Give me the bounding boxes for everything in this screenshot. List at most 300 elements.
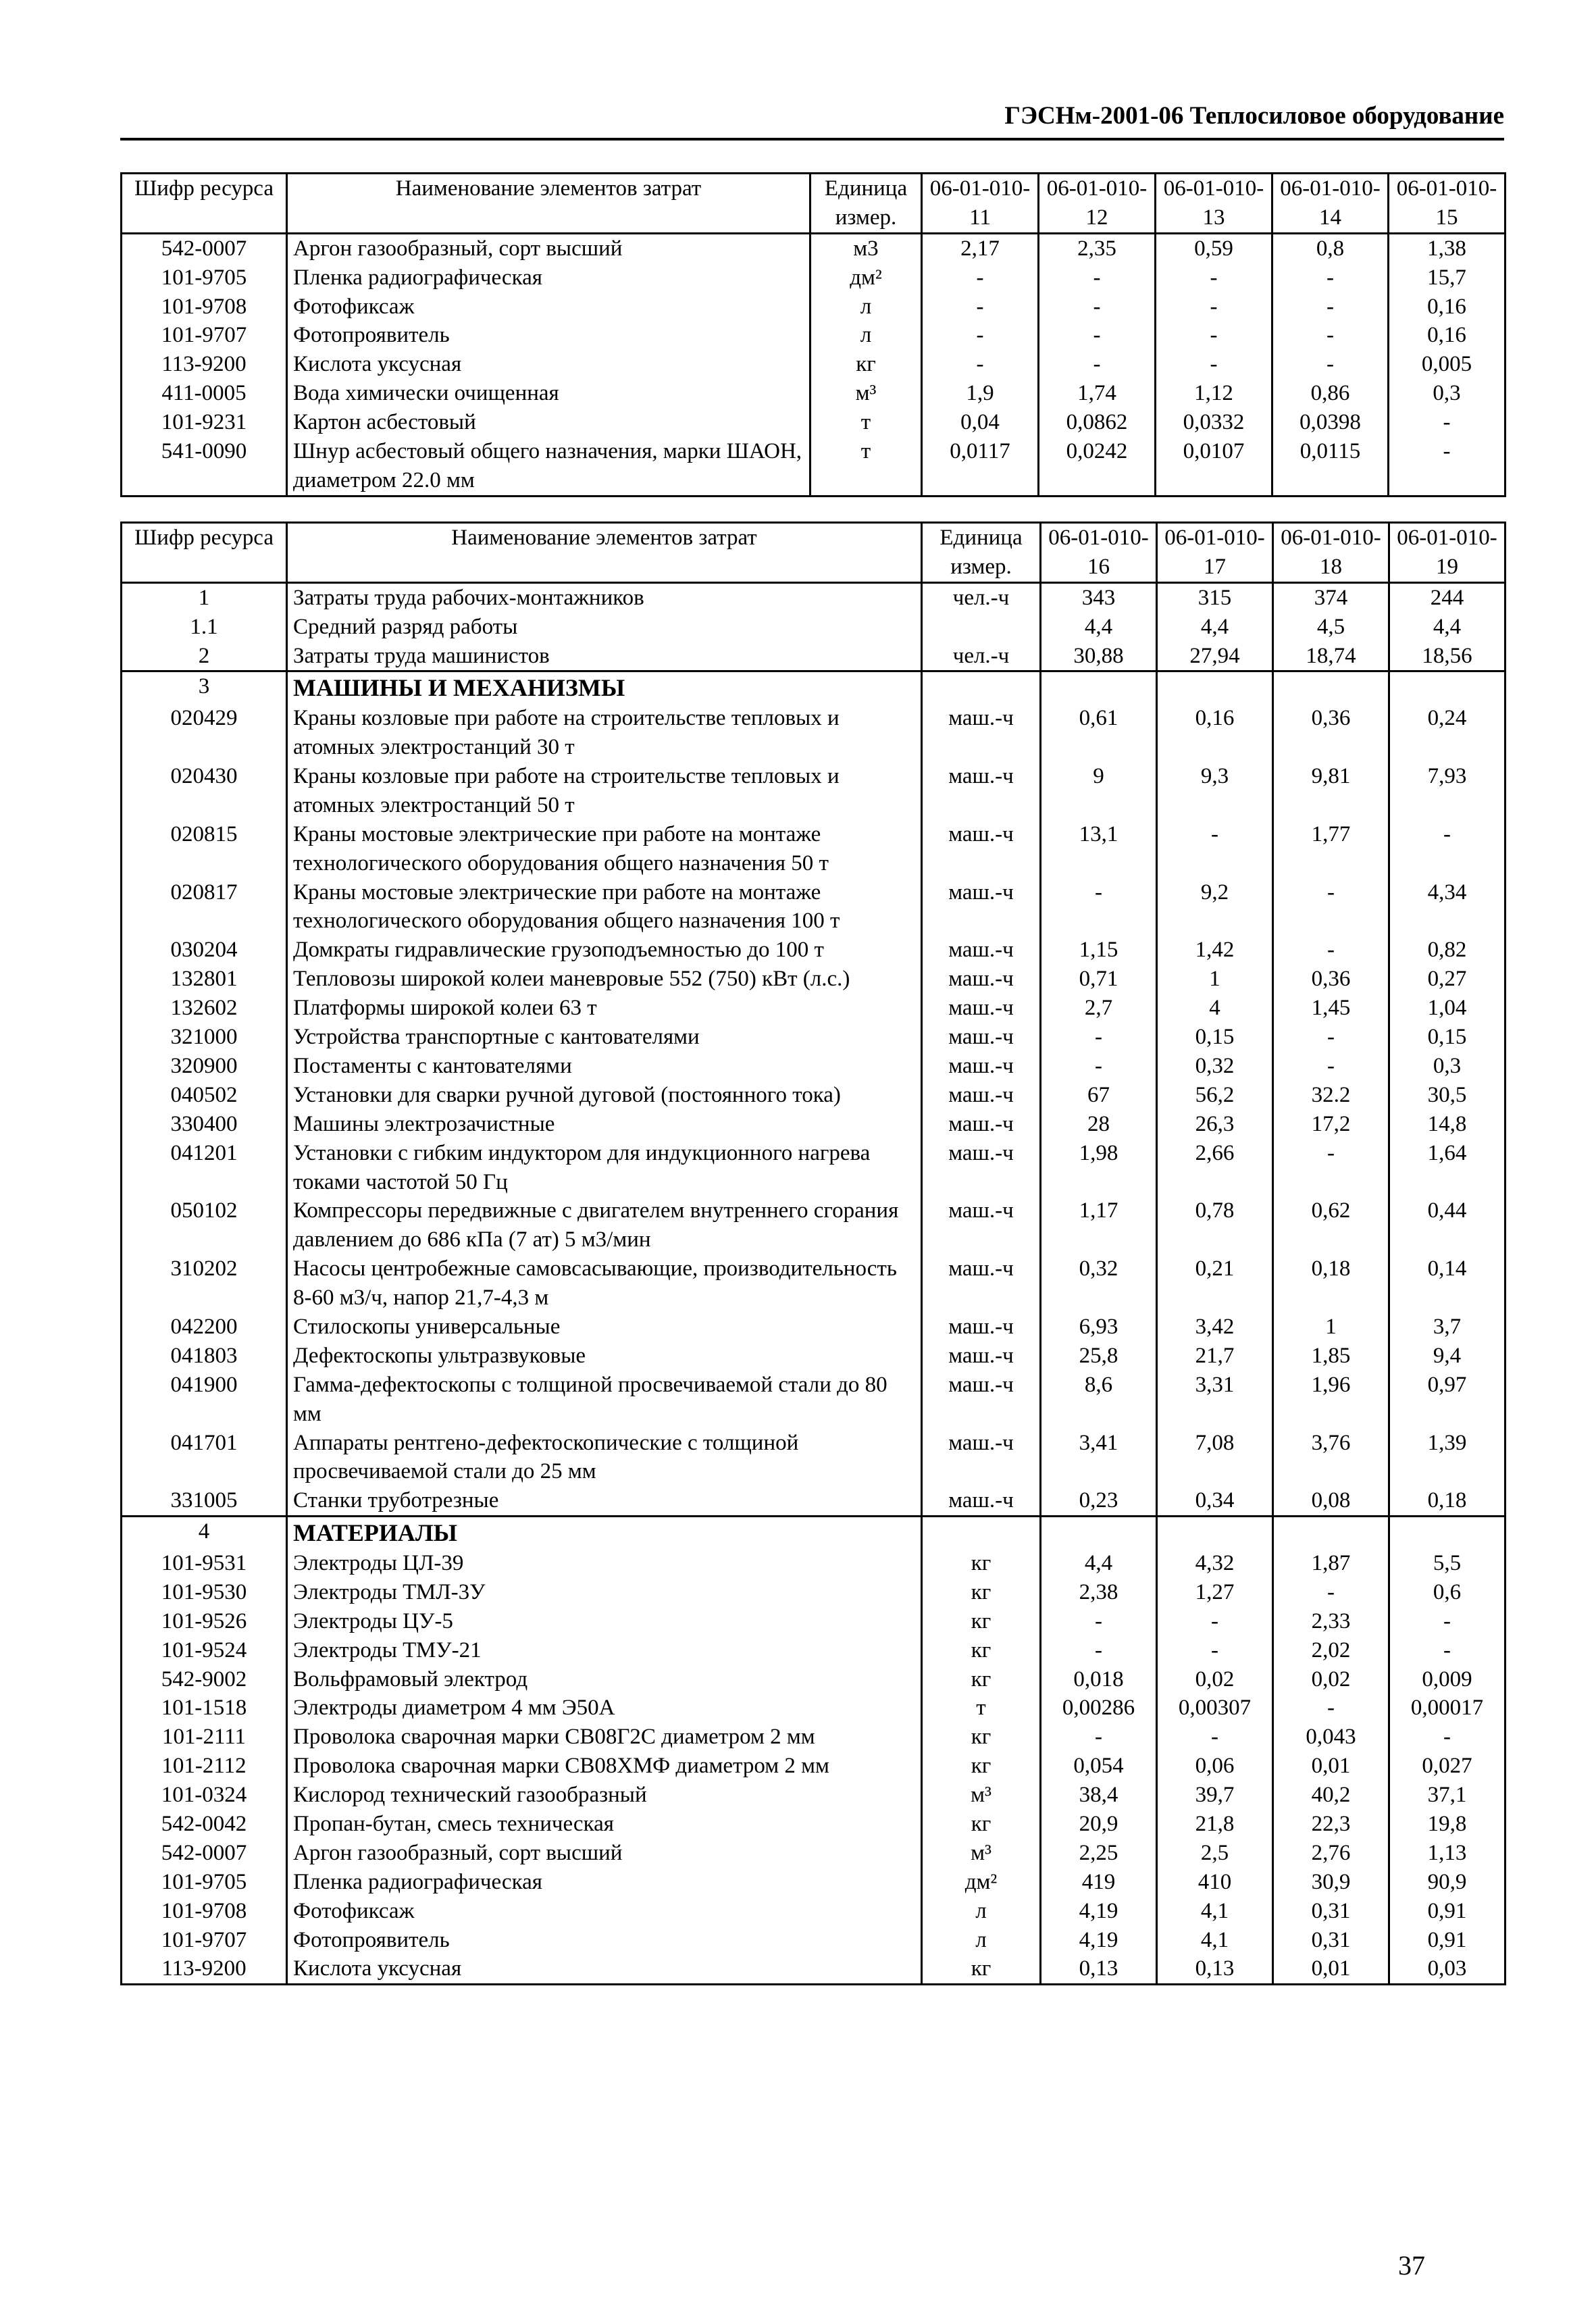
header-norm: 06-01-010-17 — [1157, 523, 1273, 583]
norm-value: 0,18 — [1389, 1486, 1505, 1516]
resource-code: 320900 — [122, 1052, 287, 1081]
unit-of-measure: маш.-ч — [922, 1196, 1041, 1254]
header-norm: 06-01-010-11 — [922, 174, 1039, 234]
norm-value: 1,17 — [1041, 1196, 1157, 1254]
norm-value: 28 — [1041, 1110, 1157, 1139]
table-row — [122, 437, 1505, 496]
norm-value: 0,13 — [1041, 1954, 1157, 1984]
resource-code: 542-0007 — [122, 1839, 287, 1868]
norm-value: 0,36 — [1273, 965, 1389, 994]
unit-of-measure: л — [810, 321, 922, 350]
norm-value: 1,04 — [1389, 994, 1505, 1023]
table-row — [122, 704, 1505, 762]
table-row — [122, 379, 1505, 408]
norm-value: 0,0862 — [1039, 408, 1156, 437]
table-row — [122, 1954, 1505, 1984]
norm-value: - — [1039, 321, 1156, 350]
unit-of-measure: л — [922, 1897, 1041, 1926]
unit-of-measure: кг — [922, 1549, 1041, 1578]
resource-code: 321000 — [122, 1023, 287, 1052]
header-code: Шифр ресурса — [122, 523, 287, 583]
norm-value: 0,15 — [1157, 1023, 1273, 1052]
table-row — [122, 1371, 1505, 1429]
norm-value: - — [922, 293, 1039, 322]
norm-value: - — [1273, 1052, 1389, 1081]
table-row — [122, 1254, 1505, 1313]
table-row — [122, 1810, 1505, 1839]
norm-value: 0,043 — [1273, 1723, 1389, 1752]
unit-of-measure: маш.-ч — [922, 1429, 1041, 1487]
header-code: Шифр ресурса — [122, 174, 287, 234]
table-row — [122, 1429, 1505, 1487]
norm-value: 2,38 — [1041, 1578, 1157, 1607]
cost-element-name: Шнур асбестовый общего назначения, марки ШАОН, диаметром 22.0 мм — [287, 437, 810, 496]
table-row — [122, 1110, 1505, 1139]
norm-value: 17,2 — [1273, 1110, 1389, 1139]
table-row — [122, 878, 1505, 936]
norm-value: 0,6 — [1389, 1578, 1505, 1607]
cost-element-name: Устройства транспортные с кантователями — [287, 1023, 922, 1052]
norm-value: 0,0115 — [1272, 437, 1389, 496]
unit-of-measure: кг — [922, 1723, 1041, 1752]
cost-element-name: Электроды диаметром 4 мм Э50А — [287, 1694, 922, 1723]
norm-value: 2,33 — [1273, 1607, 1389, 1636]
norm-value — [1157, 671, 1273, 704]
norm-value: 0,32 — [1041, 1254, 1157, 1313]
norm-value: 374 — [1273, 582, 1389, 612]
resource-code: 101-1518 — [122, 1694, 287, 1723]
norm-value: - — [1041, 878, 1157, 936]
norm-value: - — [1157, 1607, 1273, 1636]
unit-of-measure: л — [922, 1926, 1041, 1955]
norm-value: 3,31 — [1157, 1371, 1273, 1429]
table-row — [122, 762, 1505, 820]
norm-value: 1,13 — [1389, 1839, 1505, 1868]
cost-element-name: Вода химически очищенная — [287, 379, 810, 408]
resource-code: 101-9531 — [122, 1549, 287, 1578]
resource-code: 101-9526 — [122, 1607, 287, 1636]
norm-value: 90,9 — [1389, 1868, 1505, 1897]
cost-element-name: Кислота уксусная — [287, 1954, 922, 1984]
cost-element-name: Аппараты рентгено-дефектоскопические с толщиной просвечиваемой стали до 25 мм — [287, 1429, 922, 1487]
header-unit: Единица измер. — [810, 174, 922, 234]
norm-value: 244 — [1389, 582, 1505, 612]
norm-value: 0,59 — [1156, 233, 1272, 263]
table-row — [122, 820, 1505, 878]
resource-code: 041201 — [122, 1139, 287, 1197]
unit-of-measure: дм² — [810, 263, 922, 293]
unit-of-measure: маш.-ч — [922, 878, 1041, 936]
cost-element-name: Затраты труда машинистов — [287, 642, 922, 671]
norm-value: - — [1273, 1694, 1389, 1723]
norm-value: 9,4 — [1389, 1342, 1505, 1371]
table-row — [122, 293, 1505, 322]
resource-code: 101-9708 — [122, 1897, 287, 1926]
norm-value: 2,02 — [1273, 1636, 1389, 1665]
unit-of-measure: м3 — [810, 233, 922, 263]
norm-value: 0,00017 — [1389, 1694, 1505, 1723]
unit-of-measure: кг — [922, 1665, 1041, 1694]
norm-value: 0,0398 — [1272, 408, 1389, 437]
norm-value: 343 — [1041, 582, 1157, 612]
header-norm: 06-01-010-13 — [1156, 174, 1272, 234]
norm-value: 3,42 — [1157, 1313, 1273, 1342]
unit-of-measure: маш.-ч — [922, 1254, 1041, 1313]
cost-element-name: Электроды ЦУ-5 — [287, 1607, 922, 1636]
table-row — [122, 582, 1505, 612]
resource-code: 041803 — [122, 1342, 287, 1371]
unit-of-measure: т — [810, 437, 922, 496]
cost-element-name: Стилоскопы универсальные — [287, 1313, 922, 1342]
norm-value: 30,5 — [1389, 1081, 1505, 1110]
unit-of-measure: м³ — [922, 1781, 1041, 1810]
table-row — [122, 1839, 1505, 1868]
unit-of-measure: дм² — [922, 1868, 1041, 1897]
cost-element-name: Гамма-дефектоскопы с толщиной просвечиваемой стали до 80 мм — [287, 1371, 922, 1429]
norm-value: 0,009 — [1389, 1665, 1505, 1694]
resource-code: 020817 — [122, 878, 287, 936]
resource-code: 132801 — [122, 965, 287, 994]
norm-value: 6,93 — [1041, 1313, 1157, 1342]
norm-value: 419 — [1041, 1868, 1157, 1897]
resource-code: 101-2112 — [122, 1752, 287, 1781]
norm-value: 0,62 — [1273, 1196, 1389, 1254]
page-header-title: ГЭСНм-2001-06 Теплосиловое оборудование — [1004, 102, 1504, 130]
resource-code: 020429 — [122, 704, 287, 762]
norm-value: - — [1272, 263, 1389, 293]
cost-element-name: МАШИНЫ И МЕХАНИЗМЫ — [287, 671, 922, 704]
norm-value: 4,4 — [1041, 613, 1157, 642]
norm-value: 39,7 — [1157, 1781, 1273, 1810]
norm-value: 0,44 — [1389, 1196, 1505, 1254]
norm-value — [1389, 1517, 1505, 1549]
norm-value: 0,15 — [1389, 1023, 1505, 1052]
norm-value: 30,9 — [1273, 1868, 1389, 1897]
norm-value: 4,1 — [1157, 1926, 1273, 1955]
norm-value: 410 — [1157, 1868, 1273, 1897]
norm-value: - — [1039, 350, 1156, 379]
unit-of-measure: маш.-ч — [922, 1371, 1041, 1429]
table-row — [122, 1636, 1505, 1665]
unit-of-measure: маш.-ч — [922, 965, 1041, 994]
norm-value: - — [1389, 1723, 1505, 1752]
norm-value: - — [1273, 1023, 1389, 1052]
norm-value — [1157, 1517, 1273, 1549]
norm-value: 0,0117 — [922, 437, 1039, 496]
norm-value: 0,36 — [1273, 704, 1389, 762]
resource-code: 101-2111 — [122, 1723, 287, 1752]
resource-code: 020815 — [122, 820, 287, 878]
norm-value: 9,2 — [1157, 878, 1273, 936]
norm-value: - — [1273, 1139, 1389, 1197]
resource-code: 101-9705 — [122, 1868, 287, 1897]
unit-of-measure: маш.-ч — [922, 820, 1041, 878]
cost-element-name: Пленка радиографическая — [287, 1868, 922, 1897]
header-name: Наименование элементов затрат — [287, 523, 922, 583]
resource-code: 113-9200 — [122, 1954, 287, 1984]
unit-of-measure: кг — [922, 1607, 1041, 1636]
norm-value: 0,06 — [1157, 1752, 1273, 1781]
norm-value: 18,74 — [1273, 642, 1389, 671]
norm-value: 2,35 — [1039, 233, 1156, 263]
norm-value — [1041, 671, 1157, 704]
norm-value: 1 — [1157, 965, 1273, 994]
unit-of-measure: м³ — [810, 379, 922, 408]
norm-value — [1041, 1517, 1157, 1549]
unit-of-measure: кг — [922, 1636, 1041, 1665]
section-row — [122, 1517, 1505, 1549]
norm-value: 0,03 — [1389, 1954, 1505, 1984]
unit-of-measure: маш.-ч — [922, 1081, 1041, 1110]
resource-code: 1.1 — [122, 613, 287, 642]
norm-value: - — [1039, 293, 1156, 322]
norm-value: 2,66 — [1157, 1139, 1273, 1197]
norm-value: - — [1273, 1578, 1389, 1607]
norm-value: 0,18 — [1273, 1254, 1389, 1313]
resource-code: 101-9708 — [122, 293, 287, 322]
norm-value: 1,85 — [1273, 1342, 1389, 1371]
norm-value: 1,64 — [1389, 1139, 1505, 1197]
resource-table-1 — [120, 172, 1506, 497]
resource-table-2 — [120, 522, 1506, 1985]
table-row — [122, 1342, 1505, 1371]
norm-value: 21,7 — [1157, 1342, 1273, 1371]
table-row — [122, 613, 1505, 642]
table-row — [122, 1196, 1505, 1254]
header-norm: 06-01-010-12 — [1039, 174, 1156, 234]
table-row — [122, 1781, 1505, 1810]
norm-value: - — [1273, 878, 1389, 936]
unit-of-measure: чел.-ч — [922, 642, 1041, 671]
norm-value: - — [1389, 1636, 1505, 1665]
table1-body — [122, 233, 1505, 496]
cost-element-name: Электроды ТМУ-21 — [287, 1636, 922, 1665]
cost-element-name: Проволока сварочная марки СВ08ХМФ диаметром 2 мм — [287, 1752, 922, 1781]
cost-element-name: Проволока сварочная марки СВ08Г2С диаметром 2 мм — [287, 1723, 922, 1752]
norm-value: 4,4 — [1041, 1549, 1157, 1578]
norm-value: 0,16 — [1389, 293, 1505, 322]
norm-value: - — [1157, 1723, 1273, 1752]
unit-of-measure: кг — [810, 350, 922, 379]
norm-value: 2,5 — [1157, 1839, 1273, 1868]
table2-body — [122, 582, 1505, 1985]
norm-value: 0,027 — [1389, 1752, 1505, 1781]
table-row — [122, 1023, 1505, 1052]
norm-value: 0,21 — [1157, 1254, 1273, 1313]
unit-of-measure: маш.-ч — [922, 1110, 1041, 1139]
norm-value: 0,01 — [1273, 1954, 1389, 1984]
norm-value — [1389, 671, 1505, 704]
norm-value: 9,3 — [1157, 762, 1273, 820]
unit-of-measure: маш.-ч — [922, 1023, 1041, 1052]
resource-code: 101-9231 — [122, 408, 287, 437]
cost-element-name: Картон асбестовый — [287, 408, 810, 437]
table-row — [122, 1313, 1505, 1342]
cost-element-name: Тепловозы широкой колеи маневровые 552 (750) кВт (л.с.) — [287, 965, 922, 994]
table-row — [122, 1578, 1505, 1607]
norm-value: 0,0107 — [1156, 437, 1272, 496]
norm-value: 0,14 — [1389, 1254, 1505, 1313]
cost-element-name: Электроды ТМЛ-3У — [287, 1578, 922, 1607]
cost-element-name: Кислород технический газообразный — [287, 1781, 922, 1810]
norm-value: 1 — [1273, 1313, 1389, 1342]
norm-value: - — [1156, 293, 1272, 322]
unit-of-measure — [922, 671, 1041, 704]
norm-value: 2,17 — [922, 233, 1039, 263]
norm-value: 0,3 — [1389, 1052, 1505, 1081]
norm-value: 26,3 — [1157, 1110, 1273, 1139]
norm-value: 38,4 — [1041, 1781, 1157, 1810]
norm-value: 0,00307 — [1157, 1694, 1273, 1723]
header-norm: 06-01-010-14 — [1272, 174, 1389, 234]
unit-of-measure: л — [810, 293, 922, 322]
cost-element-name: Краны мостовые электрические при работе на монтаже технологического оборудования общего назначения 50 т — [287, 820, 922, 878]
norm-value: - — [1389, 820, 1505, 878]
norm-value: 4,19 — [1041, 1926, 1157, 1955]
norm-value: - — [1157, 1636, 1273, 1665]
norm-value: 3,7 — [1389, 1313, 1505, 1342]
resource-code: 3 — [122, 671, 287, 704]
resource-code: 041701 — [122, 1429, 287, 1487]
norm-value: 32.2 — [1273, 1081, 1389, 1110]
norm-value: 1,96 — [1273, 1371, 1389, 1429]
table-row — [122, 936, 1505, 965]
norm-value: 3,76 — [1273, 1429, 1389, 1487]
norm-value: - — [1041, 1607, 1157, 1636]
header-unit: Единица измер. — [922, 523, 1041, 583]
resource-code: 040502 — [122, 1081, 287, 1110]
norm-value: 0,27 — [1389, 965, 1505, 994]
cost-element-name: Кислота уксусная — [287, 350, 810, 379]
norm-value: - — [1156, 263, 1272, 293]
norm-value: 0,00286 — [1041, 1694, 1157, 1723]
norm-value: 4,32 — [1157, 1549, 1273, 1578]
norm-value: - — [1156, 321, 1272, 350]
resource-code: 042200 — [122, 1313, 287, 1342]
norm-value: 13,1 — [1041, 820, 1157, 878]
norm-value: 15,7 — [1389, 263, 1505, 293]
norm-value: 7,08 — [1157, 1429, 1273, 1487]
section-row — [122, 671, 1505, 704]
norm-value: 8,6 — [1041, 1371, 1157, 1429]
norm-value: 0,32 — [1157, 1052, 1273, 1081]
cost-element-name: Краны козловые при работе на строительстве тепловых и атомных электростанций 30 т — [287, 704, 922, 762]
norm-value: - — [1272, 293, 1389, 322]
table-row — [122, 1723, 1505, 1752]
unit-of-measure — [922, 1517, 1041, 1549]
norm-value: 4,34 — [1389, 878, 1505, 936]
cost-element-name: Установки с гибким индуктором для индукционного нагрева токами частотой 50 Гц — [287, 1139, 922, 1197]
norm-value: - — [1272, 350, 1389, 379]
norm-value: 1,45 — [1273, 994, 1389, 1023]
norm-value: 1,87 — [1273, 1549, 1389, 1578]
table-row — [122, 1868, 1505, 1897]
header-norm: 06-01-010-19 — [1389, 523, 1505, 583]
unit-of-measure: маш.-ч — [922, 1486, 1041, 1516]
norm-value: 0,82 — [1389, 936, 1505, 965]
norm-value: 22,3 — [1273, 1810, 1389, 1839]
unit-of-measure — [922, 613, 1041, 642]
page-number: 37 — [1398, 2250, 1425, 2281]
norm-value: 0,78 — [1157, 1196, 1273, 1254]
table-row — [122, 408, 1505, 437]
norm-value: 0,71 — [1041, 965, 1157, 994]
table-row — [122, 1897, 1505, 1926]
norm-value: 21,8 — [1157, 1810, 1273, 1839]
table-row — [122, 233, 1505, 263]
header-name: Наименование элементов затрат — [287, 174, 810, 234]
norm-value: - — [1157, 820, 1273, 878]
table-row — [122, 1139, 1505, 1197]
resource-code: 020430 — [122, 762, 287, 820]
table-row — [122, 350, 1505, 379]
norm-value: 4,19 — [1041, 1897, 1157, 1926]
table-row — [122, 1052, 1505, 1081]
norm-value: 4,5 — [1273, 613, 1389, 642]
resource-code: 101-9707 — [122, 321, 287, 350]
cost-element-name: Фотофиксаж — [287, 1897, 922, 1926]
resource-code: 050102 — [122, 1196, 287, 1254]
norm-value: 19,8 — [1389, 1810, 1505, 1839]
norm-value: 0,0332 — [1156, 408, 1272, 437]
resource-code: 542-0007 — [122, 233, 287, 263]
unit-of-measure: маш.-ч — [922, 1052, 1041, 1081]
unit-of-measure: маш.-ч — [922, 994, 1041, 1023]
cost-element-name: Средний разряд работы — [287, 613, 922, 642]
norm-value: 0,018 — [1041, 1665, 1157, 1694]
cost-element-name: Краны мостовые электрические при работе на монтаже технологического оборудования общего назначения 100 т — [287, 878, 922, 936]
unit-of-measure: маш.-ч — [922, 704, 1041, 762]
norm-value: 5,5 — [1389, 1549, 1505, 1578]
norm-value: 0,08 — [1273, 1486, 1389, 1516]
resource-code: 101-9707 — [122, 1926, 287, 1955]
norm-value: 30,88 — [1041, 642, 1157, 671]
norm-value: 20,9 — [1041, 1810, 1157, 1839]
header-divider — [120, 138, 1504, 141]
cost-element-name: МАТЕРИАЛЫ — [287, 1517, 922, 1549]
cost-element-name: Фотопроявитель — [287, 1926, 922, 1955]
cost-element-name: Аргон газообразный, сорт высший — [287, 233, 810, 263]
norm-value: 0,31 — [1273, 1926, 1389, 1955]
norm-value: 1,98 — [1041, 1139, 1157, 1197]
norm-value: 9 — [1041, 762, 1157, 820]
norm-value: 4,4 — [1157, 613, 1273, 642]
norm-value: 0,91 — [1389, 1897, 1505, 1926]
norm-value: 2,7 — [1041, 994, 1157, 1023]
norm-value: 25,8 — [1041, 1342, 1157, 1371]
cost-element-name: Дефектоскопы ультразвуковые — [287, 1342, 922, 1371]
cost-element-name: Пропан-бутан, смесь техническая — [287, 1810, 922, 1839]
resource-code: 030204 — [122, 936, 287, 965]
norm-value: - — [1389, 408, 1505, 437]
cost-element-name: Компрессоры передвижные с двигателем внутреннего сгорания давлением до 686 кПа (7 ат) 5 м3/мин — [287, 1196, 922, 1254]
resource-code: 101-9705 — [122, 263, 287, 293]
norm-value: 1,77 — [1273, 820, 1389, 878]
norm-value: 9,81 — [1273, 762, 1389, 820]
resource-code: 2 — [122, 642, 287, 671]
norm-value: 1,12 — [1156, 379, 1272, 408]
norm-value: 1,9 — [922, 379, 1039, 408]
table-row — [122, 1081, 1505, 1110]
norm-value — [1273, 1517, 1389, 1549]
resource-code: 542-9002 — [122, 1665, 287, 1694]
resource-code: 101-9530 — [122, 1578, 287, 1607]
unit-of-measure: чел.-ч — [922, 582, 1041, 612]
norm-value: 0,61 — [1041, 704, 1157, 762]
cost-element-name: Электроды ЦЛ-39 — [287, 1549, 922, 1578]
header-norm: 06-01-010-18 — [1273, 523, 1389, 583]
norm-value: 0,23 — [1041, 1486, 1157, 1516]
